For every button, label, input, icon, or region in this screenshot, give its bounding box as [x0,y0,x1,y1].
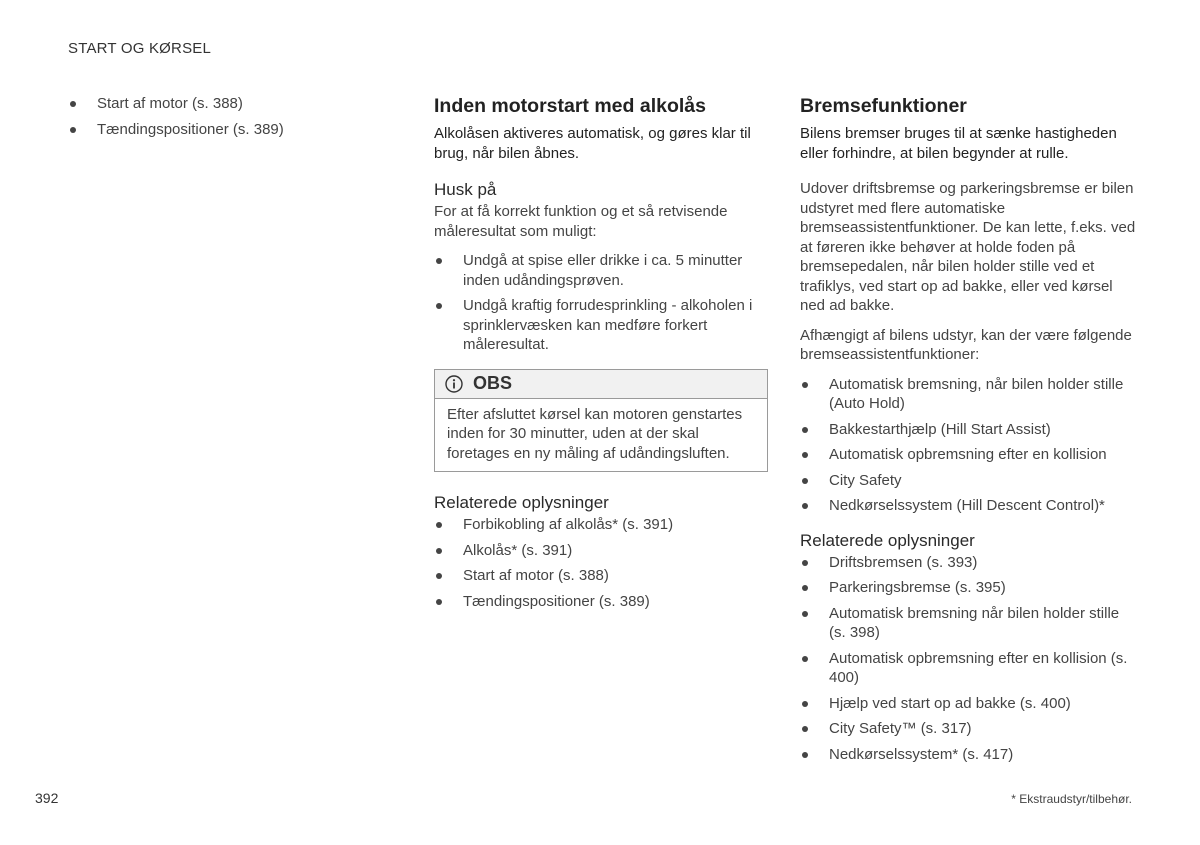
list-item: Automatisk bremsning, når bilen holder stille (Auto Hold) [800,375,1136,414]
list-item[interactable]: Start af motor (s. 388) [68,94,368,114]
section-title-brakes: Bremsefunktioner [800,95,967,117]
list-item: City Safety [800,471,1136,491]
subheading-related: Relaterede oplysninger [800,530,975,550]
obs-text: Efter afsluttet kørsel kan motoren genstartes inden for 30 minutter, uden at der skal foretages en ny måling af udåndingsluften. [447,405,743,462]
list-item: Nedkørselssystem (Hill Descent Control)* [800,496,1136,516]
list-item[interactable]: Start af motor (s. 388) [434,566,768,586]
list-item[interactable]: Hjælp ved start op ad bakke (s. 400) [800,694,1136,714]
brakes-paragraph-2: Afhængigt af bilens udstyr, kan der være følgende bremseassistentfunktioner: [800,326,1132,363]
right-column [800,94,1136,770]
obs-note-box [434,369,768,473]
list-item[interactable]: Parkeringsbremse (s. 395) [800,578,1136,598]
page-number: 392 [35,790,59,806]
section-lead: Alkolåsen aktiveres automatisk, og gøres klar til brug, når bilen åbnes. [434,125,751,162]
info-icon [445,375,463,393]
list-item: Undgå at spise eller drikke i ca. 5 minutter inden udåndingsprøven. [434,251,768,290]
list-item[interactable]: Tændingspositioner (s. 389) [434,592,768,612]
middle-column [434,94,768,617]
list-item[interactable]: Tændingspositioner (s. 389) [68,120,368,140]
related-list [434,515,768,611]
list-item: Undgå kraftig forrudesprinkling - alkoholen i sprinklervæsken kan medføre forkert måleresultat. [434,296,768,355]
subheading-related: Relaterede oplysninger [434,493,609,512]
footnote: * Ekstraudstyr/tilbehør. [1011,792,1132,806]
list-item[interactable]: City Safety™ (s. 317) [800,719,1136,739]
subheading-husk: Husk på [434,180,497,199]
brakes-paragraph-1: Udover driftsbremse og parkeringsbremse er bilen udstyret med flere automatiske bremseassistentfunktioner. De kan lette, f.eks. ved at føreren ikke behøver at holde foden på bremsepedalen, når bilen holder stille ved et trafiklys, ved start op ad bakke, eller ved kørsel ned ad bakke. [800,180,1136,314]
brake-functions-list [800,375,1136,516]
list-item[interactable]: Automatisk bremsning når bilen holder stille (s. 398) [800,604,1136,643]
list-item[interactable]: Nedkørselssystem* (s. 417) [800,745,1136,765]
list-item: Automatisk opbremsning efter en kollision [800,445,1136,465]
section-title-alcolock: Inden motorstart med alkolås [434,95,706,117]
page-header-title: START OG KØRSEL [68,40,212,57]
section-lead: Bilens bremser bruges til at sænke hastigheden eller forhindre, at bilen begynder at rulle. [800,125,1117,162]
list-item[interactable]: Automatisk opbremsning efter en kollision (s. 400) [800,649,1136,688]
obs-header [435,370,767,399]
husk-text: For at få korrekt funktion og et så retvisende måleresultat som muligt: [434,203,728,240]
husk-list [434,251,768,355]
left-link-list [68,94,368,139]
list-item[interactable]: Alkolås* (s. 391) [434,541,768,561]
list-item[interactable]: Forbikobling af alkolås* (s. 391) [434,515,768,535]
related-list [800,553,1136,765]
list-item: Bakkestarthjælp (Hill Start Assist) [800,420,1136,440]
left-column [68,94,368,145]
obs-title: OBS [473,373,513,393]
list-item[interactable]: Driftsbremsen (s. 393) [800,553,1136,573]
